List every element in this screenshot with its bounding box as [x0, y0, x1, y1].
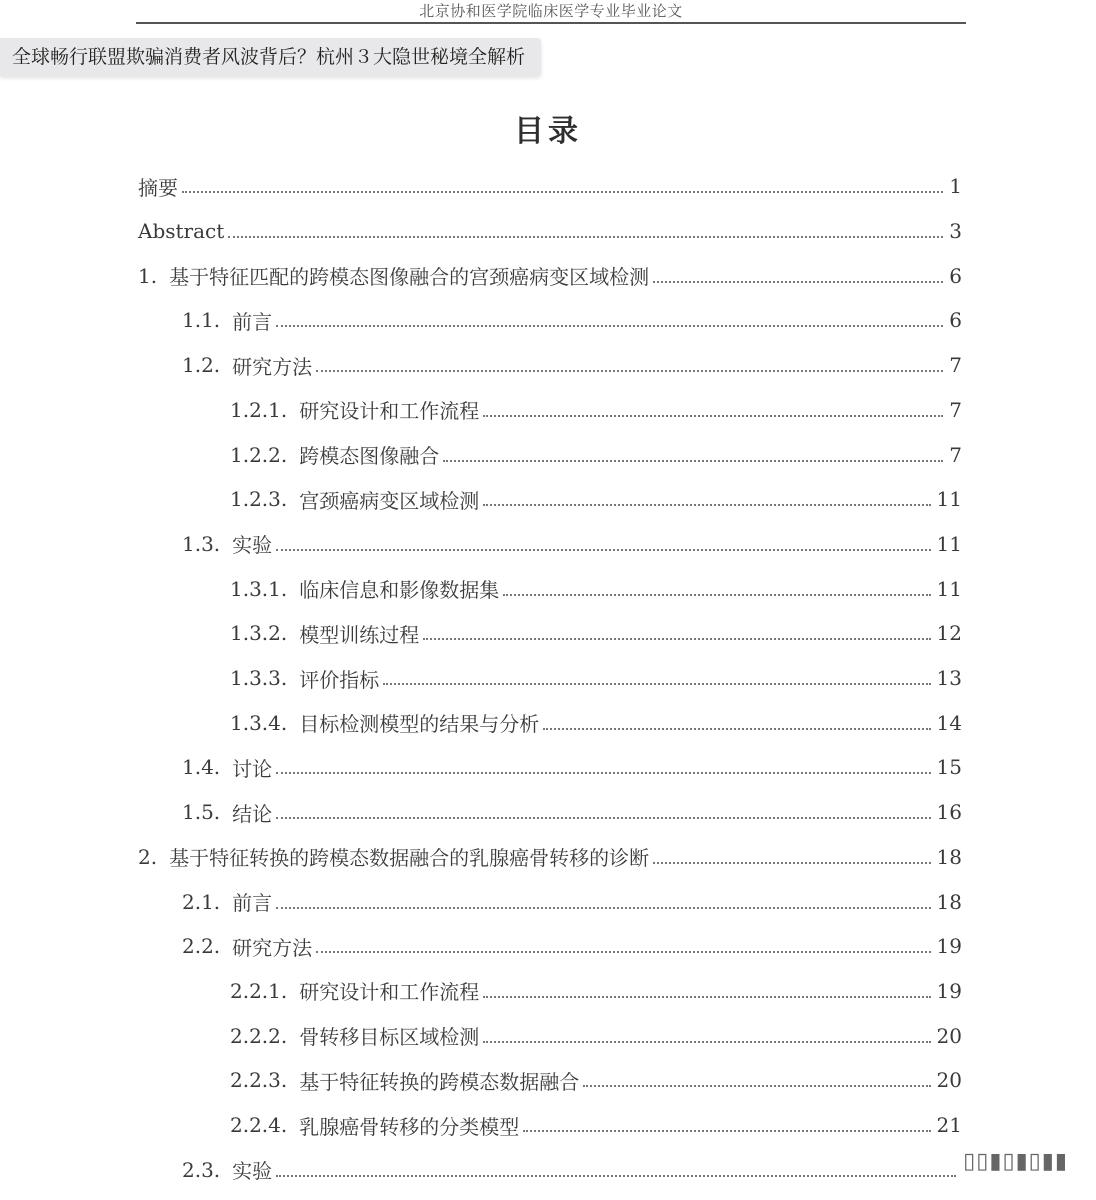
toc-dot-leader [228, 236, 943, 238]
toc-entry-title: 前言 [232, 891, 273, 916]
toc-entry[interactable] [230, 1103, 962, 1148]
toc-entry[interactable] [182, 879, 962, 924]
toc-entry-page: 20 [936, 1068, 962, 1093]
toc-dot-leader [276, 1175, 956, 1177]
toc-entry-number: 1.2.3. [230, 487, 288, 512]
toc-dot-leader [383, 683, 930, 685]
toc-entry-number: 1.4. [182, 755, 221, 780]
toc-entry-number: 2.2.2. [230, 1023, 288, 1048]
toc-entry-number: 1.3.3. [230, 666, 288, 691]
toc-entry-page: 11 [936, 576, 962, 601]
toc-entry-title: 宫颈癌病变区域检测 [299, 488, 480, 513]
toc-entry-number: 1.2.2. [230, 442, 288, 467]
toc-entry-number: 1. [138, 263, 158, 288]
toc-dot-leader [316, 951, 930, 953]
toc-entry-title: 模型训练过程 [299, 622, 420, 647]
toc-entry[interactable] [230, 656, 962, 701]
toc-entry-title: 基于特征转换的跨模态数据融合 [299, 1069, 580, 1094]
toc-entry-page: 6 [949, 263, 962, 288]
toc-entry[interactable] [230, 969, 962, 1014]
toc-heading: 目录 [514, 114, 582, 149]
toc-dot-leader [276, 549, 930, 551]
toc-dot-leader [276, 325, 943, 327]
toc-dot-leader [276, 772, 930, 774]
toc-dot-leader [423, 638, 930, 640]
toc-dot-leader [483, 415, 943, 417]
toc-entry[interactable] [230, 388, 962, 433]
toc-entry-number: 2. [138, 844, 158, 869]
toc-entry[interactable] [230, 700, 962, 745]
toc-entry-page: 11 [936, 487, 962, 512]
toc-entry-page: 18 [936, 844, 962, 869]
toc-entry[interactable] [182, 1147, 962, 1192]
toc-entry-title: 目标检测模型的结果与分析 [299, 712, 540, 737]
running-header: 北京协和医学院临床医学专业毕业论文 [136, 0, 966, 24]
toc-entry-number: 1.3.2. [230, 621, 288, 646]
toc-entry-number: 1.3.1. [230, 576, 288, 601]
toc-entry-number: 2.2.1. [230, 978, 288, 1003]
toc-entry-title: 前言 [232, 309, 273, 334]
toc-dot-leader [182, 191, 943, 193]
toc-dot-leader [316, 370, 943, 372]
toc-entry-number: 1.3. [182, 531, 221, 556]
toc-entry[interactable] [182, 343, 962, 388]
toc-entry[interactable] [138, 253, 962, 298]
toc-entry-title: 骨转移目标区域检测 [299, 1025, 480, 1050]
toc-entry-title: 研究方法 [232, 354, 313, 379]
article-title-banner[interactable]: 全球畅行联盟欺骗消费者风波背后？杭州３大隐世秘境全解析 [0, 38, 541, 76]
toc-entry-number: 1.2.1. [230, 397, 288, 422]
toc-entry-number: 1.1. [182, 308, 221, 333]
toc-entry[interactable] [138, 164, 962, 209]
toc-dot-leader [653, 862, 930, 864]
toc-entry-number: 2.2. [182, 934, 221, 959]
toc-entry[interactable] [230, 477, 962, 522]
toc-entry-number: 2.3. [182, 1157, 221, 1182]
toc-entry-number: 1.5. [182, 800, 221, 825]
toc-entry-title: 基于特征匹配的跨模态图像融合的宫颈癌病变区域检测 [169, 265, 650, 290]
toc-entry-title: 讨论 [232, 756, 273, 781]
toc-entry[interactable] [182, 745, 962, 790]
toc-entry-title: 实验 [232, 533, 273, 558]
toc-entry-page: 20 [936, 1023, 962, 1048]
toc-entry-page: 11 [936, 531, 962, 556]
toc-entry-title: 摘要 [138, 175, 178, 200]
toc-entry-page: 1 [949, 174, 962, 199]
toc-entry-page: 12 [936, 621, 962, 646]
toc-entry-page: 16 [936, 800, 962, 825]
toc-entry-page: 7 [949, 353, 962, 378]
toc-entry-page: 14 [936, 710, 962, 735]
toc-entry-number: 2.1. [182, 889, 221, 914]
toc-dot-leader [503, 594, 930, 596]
toc-dot-leader [443, 460, 943, 462]
toc-entry-title: 乳腺癌骨转移的分类模型 [299, 1114, 520, 1139]
toc-entry[interactable] [182, 522, 962, 567]
toc-entry-number: 2.2.3. [230, 1068, 288, 1093]
toc-dot-leader [483, 996, 930, 998]
toc-dot-leader [543, 728, 930, 730]
toc-entry[interactable] [230, 432, 962, 477]
toc-entry-title: 研究设计和工作流程 [299, 399, 480, 424]
toc-dot-leader [483, 1041, 930, 1043]
toc-entry-page: 15 [936, 755, 962, 780]
toc-dot-leader [583, 1085, 930, 1087]
toc-entry-page: 3 [949, 219, 962, 244]
toc-entry[interactable] [182, 924, 962, 969]
watermark-icon: ▯▯▮▯▮▯▮▮ [963, 1149, 1068, 1174]
toc-entry-page: 6 [949, 308, 962, 333]
toc-entry[interactable] [138, 835, 962, 880]
toc-entry[interactable] [230, 1058, 962, 1103]
toc-dot-leader [276, 817, 930, 819]
toc-entry-title: 结论 [232, 801, 273, 826]
toc-entry-title: 跨模态图像融合 [299, 444, 440, 469]
toc-entry-number: 1.3.4. [230, 710, 288, 735]
toc-dot-leader [276, 907, 930, 909]
toc-entry-number: 2.2.4. [230, 1113, 288, 1138]
toc-entry[interactable] [230, 566, 962, 611]
toc-entry-page: 19 [936, 934, 962, 959]
toc-entry-title: 临床信息和影像数据集 [299, 578, 500, 603]
toc-dot-leader [483, 504, 930, 506]
toc-entry-title: 实验 [232, 1159, 273, 1184]
toc-entry-page: 7 [949, 442, 962, 467]
toc-entry-title: 评价指标 [299, 667, 380, 692]
toc-entry-title: 基于特征转换的跨模态数据融合的乳腺癌骨转移的诊断 [169, 846, 650, 871]
toc-entry[interactable] [230, 611, 962, 656]
toc-dot-leader [653, 281, 943, 283]
toc-entry[interactable] [182, 298, 962, 343]
toc-entry-page: 19 [936, 978, 962, 1003]
toc-entry-page: 7 [949, 397, 962, 422]
toc-entry-number: 1.2. [182, 353, 221, 378]
toc-entry[interactable] [230, 1013, 962, 1058]
toc-dot-leader [523, 1130, 930, 1132]
toc-entry[interactable] [182, 790, 962, 835]
toc-entry-title: 研究方法 [232, 935, 313, 960]
toc-entry-page: 21 [936, 1113, 962, 1138]
toc-entry-page: 13 [936, 666, 962, 691]
toc-entry-title: 研究设计和工作流程 [299, 980, 480, 1005]
toc-entry[interactable] [138, 209, 962, 254]
toc-entry-title: Abstract [138, 219, 225, 244]
toc-entry-page: 18 [936, 889, 962, 914]
